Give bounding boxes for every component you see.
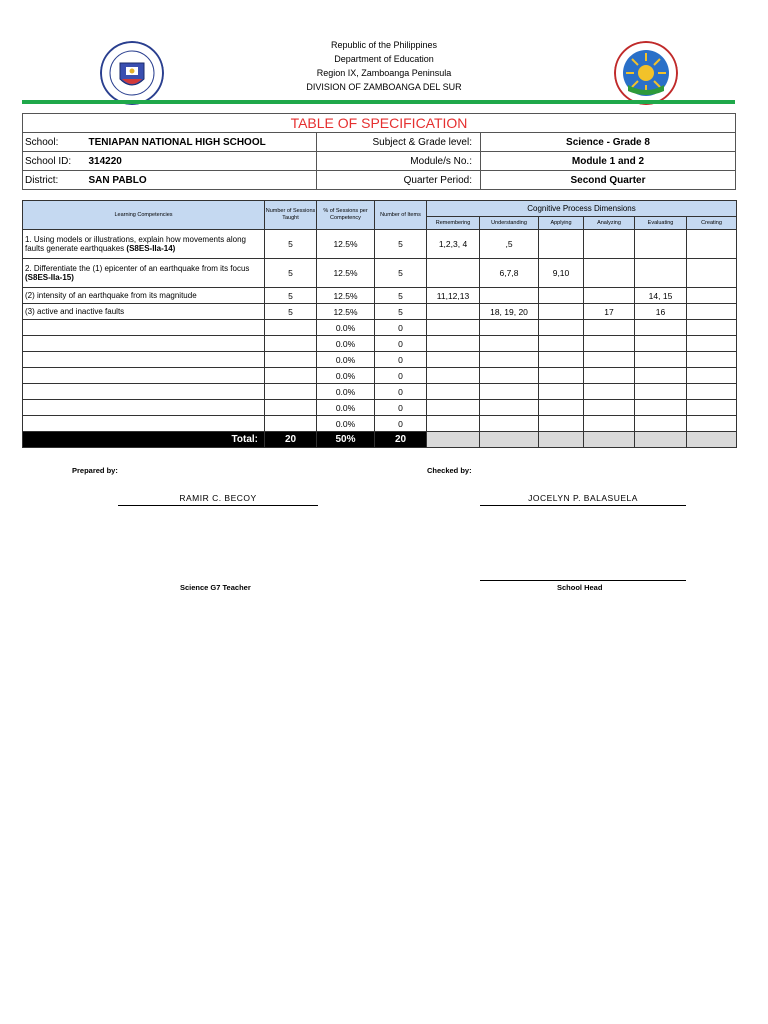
district-value: SAN PABLO <box>75 171 317 190</box>
checked-by-label: Checked by: <box>427 466 472 475</box>
competency-text: (2) intensity of an earthquake from its magnitude <box>25 291 197 300</box>
prepared-by-name: RAMIR C. BECOY <box>179 493 257 503</box>
total-applying <box>539 432 584 448</box>
letterhead <box>0 38 768 94</box>
col-header-competencies: Learning Competencies <box>23 201 265 230</box>
competency-cell <box>23 336 265 352</box>
sessions-cell: 5 <box>265 259 317 288</box>
sessions-cell: 5 <box>265 288 317 304</box>
sessions-cell: 5 <box>265 304 317 320</box>
applying-cell <box>539 416 584 432</box>
applying-cell <box>539 384 584 400</box>
items-cell: 0 <box>375 352 427 368</box>
evaluating-cell <box>635 368 687 384</box>
remembering-cell <box>427 320 480 336</box>
quarter-label: Quarter Period: <box>317 171 481 190</box>
evaluating-cell: 14, 15 <box>635 288 687 304</box>
percent-cell: 0.0% <box>317 384 375 400</box>
competency-cell <box>23 400 265 416</box>
competency-text: 1. Using models or illustrations, explain how movements along faults generate earthquakes <box>25 235 246 253</box>
percent-cell: 12.5% <box>317 259 375 288</box>
remembering-cell <box>427 259 480 288</box>
table-row <box>23 400 737 416</box>
school-info-table <box>22 113 736 190</box>
remembering-cell: 11,12,13 <box>427 288 480 304</box>
module-value: Module 1 and 2 <box>481 152 736 171</box>
total-label: Total: <box>23 432 265 448</box>
sessions-cell <box>265 400 317 416</box>
col-header-percent: % of Sessions per Competency <box>317 201 375 230</box>
percent-cell: 0.0% <box>317 320 375 336</box>
creating-cell <box>687 416 737 432</box>
items-cell: 5 <box>375 288 427 304</box>
module-label: Module/s No.: <box>317 152 481 171</box>
prepared-by-role: Science G7 Teacher <box>180 583 251 592</box>
percent-cell: 12.5% <box>317 288 375 304</box>
applying-cell <box>539 400 584 416</box>
creating-cell <box>687 259 737 288</box>
total-creating <box>687 432 737 448</box>
col-header-analyzing: Analyzing <box>584 217 635 230</box>
table-row <box>23 230 737 259</box>
header-department: Department of Education <box>334 54 434 64</box>
percent-cell: 0.0% <box>317 352 375 368</box>
evaluating-cell <box>635 320 687 336</box>
applying-cell <box>539 368 584 384</box>
percent-cell: 12.5% <box>317 230 375 259</box>
items-cell: 0 <box>375 368 427 384</box>
document-title: TABLE OF SPECIFICATION <box>23 114 736 133</box>
remembering-cell <box>427 352 480 368</box>
understanding-cell: 18, 19, 20 <box>480 304 539 320</box>
subject-label: Subject & Grade level: <box>317 133 481 152</box>
competency-text: 2. Differentiate the (1) epicenter of an earthquake from its focus <box>25 264 250 273</box>
col-header-evaluating: Evaluating <box>635 217 687 230</box>
total-analyzing <box>584 432 635 448</box>
school-label: School: <box>23 133 75 152</box>
analyzing-cell <box>584 230 635 259</box>
items-cell: 0 <box>375 320 427 336</box>
applying-cell <box>539 352 584 368</box>
analyzing-cell <box>584 416 635 432</box>
remembering-cell <box>427 416 480 432</box>
total-sessions: 20 <box>265 432 317 448</box>
table-row <box>23 368 737 384</box>
applying-cell <box>539 288 584 304</box>
creating-cell <box>687 384 737 400</box>
analyzing-cell <box>584 352 635 368</box>
schoolid-label: School ID: <box>23 152 75 171</box>
checked-by-signature-line <box>480 505 686 506</box>
col-header-creating: Creating <box>687 217 737 230</box>
sessions-cell <box>265 336 317 352</box>
applying-cell <box>539 304 584 320</box>
total-understanding <box>480 432 539 448</box>
percent-cell: 0.0% <box>317 368 375 384</box>
evaluating-cell <box>635 259 687 288</box>
evaluating-cell <box>635 384 687 400</box>
competency-code: (S8ES-IIa-15) <box>25 273 74 282</box>
applying-cell <box>539 320 584 336</box>
creating-cell <box>687 400 737 416</box>
total-items: 20 <box>375 432 427 448</box>
table-row <box>23 416 737 432</box>
evaluating-cell <box>635 336 687 352</box>
analyzing-cell <box>584 336 635 352</box>
remembering-cell <box>427 304 480 320</box>
understanding-cell <box>480 352 539 368</box>
header-republic: Republic of the Philippines <box>330 40 438 50</box>
table-row <box>23 384 737 400</box>
applying-cell <box>539 230 584 259</box>
total-row <box>23 432 737 448</box>
understanding-cell: 6,7,8 <box>480 259 539 288</box>
evaluating-cell <box>635 352 687 368</box>
analyzing-cell <box>584 368 635 384</box>
prepared-by-signature-line <box>118 505 318 506</box>
items-cell: 5 <box>375 259 427 288</box>
analyzing-cell <box>584 288 635 304</box>
competency-code: (S8ES-IIa-14) <box>126 244 176 253</box>
remembering-cell <box>427 400 480 416</box>
col-header-remembering: Remembering <box>427 217 480 230</box>
table-row <box>23 259 737 288</box>
items-cell: 0 <box>375 336 427 352</box>
competency-cell <box>23 304 265 320</box>
creating-cell <box>687 230 737 259</box>
creating-cell <box>687 288 737 304</box>
total-remembering <box>427 432 480 448</box>
creating-cell <box>687 352 737 368</box>
sessions-cell <box>265 384 317 400</box>
total-percent: 50% <box>317 432 375 448</box>
header-region: Region IX, Zamboanga Peninsula <box>316 68 452 78</box>
sessions-cell <box>265 368 317 384</box>
creating-cell <box>687 320 737 336</box>
items-cell: 0 <box>375 400 427 416</box>
schoolid-value: 314220 <box>75 152 317 171</box>
percent-cell: 12.5% <box>317 304 375 320</box>
evaluating-cell <box>635 400 687 416</box>
competency-cell <box>23 288 265 304</box>
understanding-cell <box>480 336 539 352</box>
school-value: TENIAPAN NATIONAL HIGH SCHOOL <box>75 133 317 152</box>
checked-by-name: JOCELYN P. BALASUELA <box>528 493 638 503</box>
remembering-cell <box>427 368 480 384</box>
sessions-cell <box>265 416 317 432</box>
competency-cell <box>23 320 265 336</box>
checked-by-role: School Head <box>557 583 603 592</box>
competency-text: (3) active and inactive faults <box>25 307 125 316</box>
understanding-cell <box>480 320 539 336</box>
understanding-cell <box>480 368 539 384</box>
subject-value: Science - Grade 8 <box>481 133 736 152</box>
applying-cell <box>539 336 584 352</box>
percent-cell: 0.0% <box>317 416 375 432</box>
percent-cell: 0.0% <box>317 400 375 416</box>
header-division: DIVISION OF ZAMBOANGA DEL SUR <box>306 82 462 92</box>
competency-cell <box>23 384 265 400</box>
remembering-cell: 1,2,3, 4 <box>427 230 480 259</box>
percent-cell: 0.0% <box>317 336 375 352</box>
understanding-cell: ,5 <box>480 230 539 259</box>
table-row <box>23 288 737 304</box>
competency-cell <box>23 352 265 368</box>
competency-cell <box>23 259 265 288</box>
analyzing-cell: 17 <box>584 304 635 320</box>
creating-cell <box>687 304 737 320</box>
remembering-cell <box>427 384 480 400</box>
sessions-cell: 5 <box>265 230 317 259</box>
understanding-cell <box>480 416 539 432</box>
items-cell: 5 <box>375 230 427 259</box>
total-evaluating <box>635 432 687 448</box>
understanding-cell <box>480 384 539 400</box>
col-header-applying: Applying <box>539 217 584 230</box>
understanding-cell <box>480 288 539 304</box>
items-cell: 5 <box>375 304 427 320</box>
table-row <box>23 320 737 336</box>
header-divider <box>22 100 735 104</box>
table-body <box>23 230 737 432</box>
school-head-signature-line <box>480 580 686 581</box>
items-cell: 0 <box>375 416 427 432</box>
remembering-cell <box>427 336 480 352</box>
evaluating-cell: 16 <box>635 304 687 320</box>
creating-cell <box>687 336 737 352</box>
evaluating-cell <box>635 416 687 432</box>
table-row <box>23 304 737 320</box>
specification-table <box>22 200 737 448</box>
analyzing-cell <box>584 384 635 400</box>
col-header-sessions: Number of Sessions Taught <box>265 201 317 230</box>
competency-cell <box>23 368 265 384</box>
col-header-items: Number of Items <box>375 201 427 230</box>
creating-cell <box>687 368 737 384</box>
analyzing-cell <box>584 400 635 416</box>
col-header-cognitive-dimensions: Cognitive Process Dimensions <box>427 201 737 217</box>
prepared-by-label: Prepared by: <box>72 466 118 475</box>
quarter-value: Second Quarter <box>481 171 736 190</box>
evaluating-cell <box>635 230 687 259</box>
district-label: District: <box>23 171 75 190</box>
table-row <box>23 352 737 368</box>
applying-cell: 9,10 <box>539 259 584 288</box>
sessions-cell <box>265 352 317 368</box>
sessions-cell <box>265 320 317 336</box>
table-row <box>23 336 737 352</box>
items-cell: 0 <box>375 384 427 400</box>
competency-cell <box>23 230 265 259</box>
understanding-cell <box>480 400 539 416</box>
analyzing-cell <box>584 320 635 336</box>
competency-cell <box>23 416 265 432</box>
analyzing-cell <box>584 259 635 288</box>
col-header-understanding: Understanding <box>480 217 539 230</box>
